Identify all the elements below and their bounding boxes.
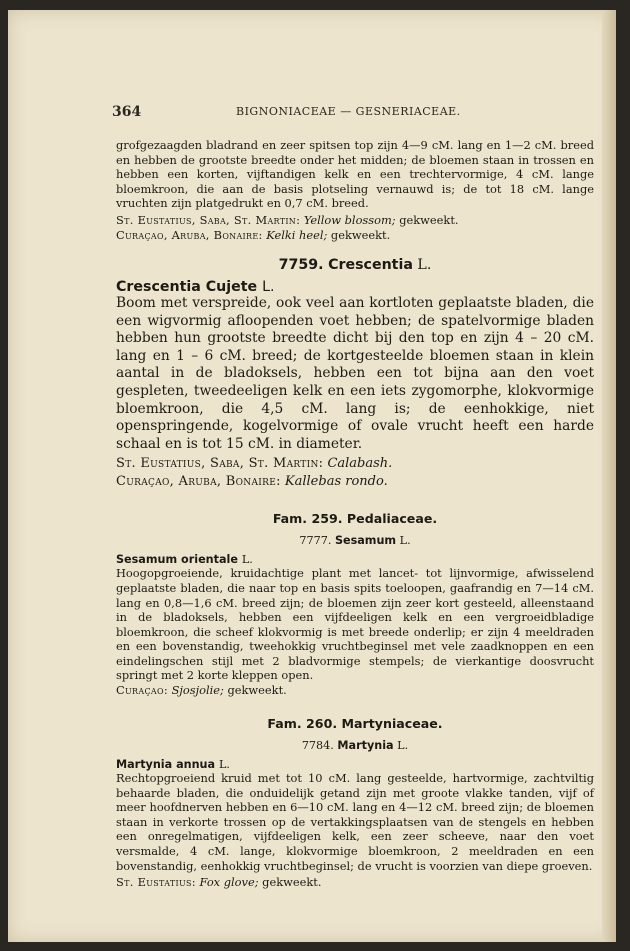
page-number: 364 <box>112 104 142 120</box>
species-heading-martynia <box>116 758 594 771</box>
genus-name: Crescentia <box>328 256 413 273</box>
page-edge <box>602 10 616 942</box>
genus-author: L. <box>417 256 432 273</box>
species-author: L. <box>241 553 253 567</box>
vernacular-name: Yellow blossom; <box>303 212 396 227</box>
species-name: Crescentia Cujete <box>116 278 258 295</box>
page-content <box>116 138 594 890</box>
vernacular-name: Sjosjolie; <box>171 683 224 698</box>
genus-heading-martynia <box>116 739 594 752</box>
locality-note: gekweekt. <box>223 683 287 698</box>
locality-places: St. Eustatius, Saba, St. Martin: <box>116 456 324 472</box>
genus-number: 7784. <box>301 739 334 753</box>
locality-places: St. Eustatius: <box>116 875 196 890</box>
genus-number: 7777. <box>299 534 332 548</box>
locality-places: Curaçao: <box>116 683 168 698</box>
locality-line <box>116 213 594 228</box>
species-heading-sesamum <box>116 553 594 566</box>
genus-name: Sesamum <box>334 534 397 548</box>
species-description: Hoogopgroeiende, kruidachtige plant met lancet- tot lijnvormige, afwisselend geplaatste bladen, die naar top en basis spits toeloopen, gaafrandig en 7—14 cM. lang en 0,8—1,6 cM. breed zijn; de bloemen zijn zeer kort gesteeld, alleenstaand in de bladoksels, hebben een vijfdeeligen kelk en een vergroeidbladige bloemkroon, die scheef klokvormig is met breede onderlip; er zijn 4 meeldraden en een bovenstandig, tweehokkig vruchtbeginsel met vele zaadknoppen en een eindelingschen stijl met 2 bladvormige stempels; de vierkantige doosvrucht springt met 2 korte kleppen open. <box>116 566 594 683</box>
genus-name: Martynia <box>337 739 394 753</box>
genus-heading-sesamum <box>116 534 594 547</box>
species-name: Sesamum orientale <box>116 553 238 567</box>
vernacular-name: Calabash. <box>327 456 393 472</box>
locality-note: gekweekt. <box>327 227 391 242</box>
book-page <box>8 10 616 942</box>
genus-author: L. <box>399 534 411 548</box>
running-head: BIGNONIACEAE — GESNERIACEAE. <box>236 105 461 118</box>
vernacular-name: Fox glove; <box>199 875 259 890</box>
vernacular-name: Kallebas rondo. <box>284 474 388 490</box>
locality-places: St. Eustatius, Saba, St. Martin: <box>116 212 301 227</box>
locality-note: gekweekt. <box>395 212 459 227</box>
species-heading-crescentia <box>116 279 594 295</box>
genus-author: L. <box>397 739 409 753</box>
continued-description: grofgezaagden bladrand en zeer spitsen top zijn 4—9 cM. lang en 1—2 cM. breed en hebben de grootste breedte onder het midden; de bloemen staan in trossen en hebben een korten, vijftandigen kelk en een trechtervormige, 4 cM. lange bloemkroon, die aan de basis plotseling vernauwd is; de tot 18 cM. lange vruchten zijn platgedrukt en 0,7 cM. breed. <box>116 138 594 211</box>
species-author: L. <box>262 278 275 295</box>
locality-places: Curaçao, Aruba, Bonaire: <box>116 227 263 242</box>
family-heading: Fam. 259. Pedaliaceae. <box>272 511 438 527</box>
vernacular-name: Kelki heel; <box>266 227 328 242</box>
locality-places: Curaçao, Aruba, Bonaire: <box>116 474 281 490</box>
locality-line <box>116 228 594 243</box>
locality-line <box>116 455 594 473</box>
species-author: L. <box>218 758 230 772</box>
species-description: Rechtopgroeiend kruid met tot 10 cM. lang gesteelde, hartvormige, zachtviltig behaarde bladen, die onduidelijk getand zijn met groote vlakke tanden, vijf of meer hoofdnerven hebben en 6—10 cM. lang en 4—12 cM. breed zijn; de bloemen staan in verkorte trossen op de vertakkingsplaatsen van de stengels en hebben een onregelmatigen, vijfdeeligen kelk, een zeer scheeve, naar den voet versmalde, 4 cM. lange, klokvormige bloemkroon, 2 meeldraden en een bovenstandig, eenhokkig vruchtbeginsel; de vrucht is voorzien van diepe groeven. <box>116 771 594 873</box>
locality-line <box>116 875 594 890</box>
locality-line <box>116 683 594 698</box>
locality-note: gekweekt. <box>258 875 322 890</box>
genus-heading-crescentia <box>116 257 594 273</box>
species-name: Martynia annua <box>116 758 216 772</box>
species-description: Boom met verspreide, ook veel aan kortloten geplaatste bladen, die een wigvormig afloopenden voet hebben; de spatelvormige bladen hebben hun grootste breedte dicht bij den top en zijn 4 – 20 cM. lang en 1 – 6 cM. breed; de kortgesteelde bloemen staan in klein aantal in de bladoksels, hebben een tot bijna aan den voet gespleten, tweedeeligen kelk en een iets zygomorphe, klokvormige bloemkroon, die 4,5 cM. lang is; de eenhokkige, niet openspringende, kogelvormige of ovale vrucht heeft een harde schaal en is tot 15 cM. in diameter. <box>116 294 594 452</box>
family-heading: Fam. 260. Martyniaceae. <box>267 716 443 732</box>
genus-number: 7759. <box>278 256 324 273</box>
locality-line <box>116 473 594 491</box>
